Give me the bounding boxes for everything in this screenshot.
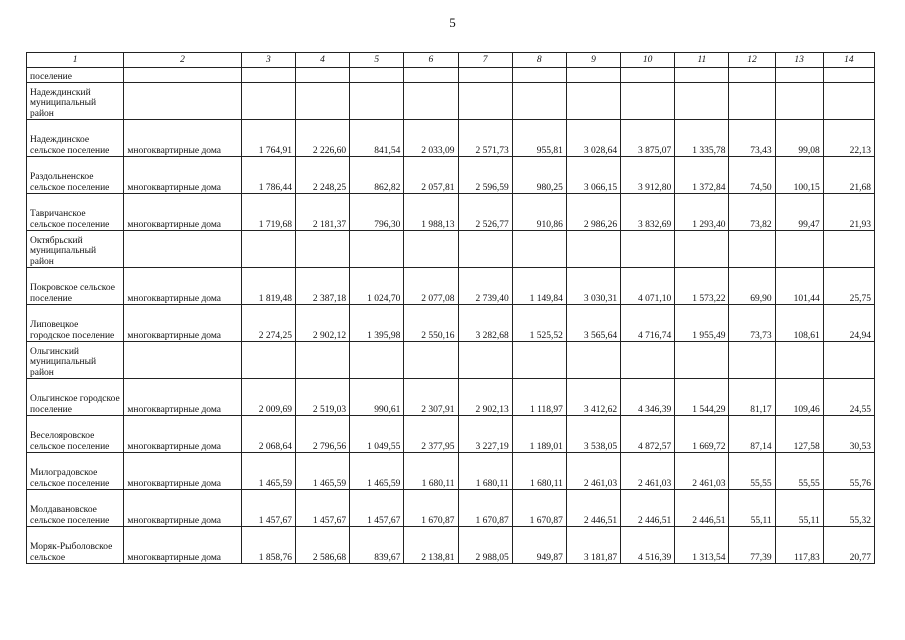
value-cell: 2 550,16 [404,305,458,342]
value-cell: 81,17 [729,379,775,416]
housing-type: многоквартирные дома [124,379,241,416]
value-cell: 2 226,60 [295,120,349,157]
value-cell: 2 586,68 [295,527,349,564]
value-cell: 990,61 [350,379,404,416]
value-cell [566,231,620,268]
column-number-header: 12 [729,53,775,68]
value-cell [241,342,295,379]
value-cell [729,342,775,379]
value-cell: 100,15 [775,157,823,194]
district-name: Надеждинский муниципальный район [27,83,124,120]
value-cell: 2 902,13 [458,379,512,416]
column-number-header: 11 [675,53,729,68]
value-cell [404,68,458,83]
value-cell [295,231,349,268]
value-cell: 1 525,52 [512,305,566,342]
value-cell: 2 596,59 [458,157,512,194]
value-cell: 4 071,10 [621,268,675,305]
settlement-name: Покровское сельское поселение [27,268,124,305]
district-header-row [27,231,875,268]
value-cell [404,342,458,379]
housing-type: многоквартирные дома [124,120,241,157]
value-cell: 3 028,64 [566,120,620,157]
value-cell: 2 986,26 [566,194,620,231]
housing-type: многоквартирные дома [124,157,241,194]
value-cell: 24,94 [823,305,874,342]
value-cell: 55,11 [775,490,823,527]
value-cell: 77,39 [729,527,775,564]
settlement-row [27,416,875,453]
value-cell: 980,25 [512,157,566,194]
value-cell [241,83,295,120]
value-cell [823,342,874,379]
value-cell [512,68,566,83]
value-cell: 955,81 [512,120,566,157]
housing-type: многоквартирные дома [124,490,241,527]
value-cell: 1 669,72 [675,416,729,453]
value-cell [241,231,295,268]
column-number-header: 6 [404,53,458,68]
value-cell [729,83,775,120]
value-cell: 1 858,76 [241,527,295,564]
value-cell: 1 335,78 [675,120,729,157]
value-cell: 2 307,91 [404,379,458,416]
value-cell: 4 516,39 [621,527,675,564]
column-number-header: 7 [458,53,512,68]
value-cell [241,68,295,83]
value-cell: 1 465,59 [350,453,404,490]
value-cell: 2 068,64 [241,416,295,453]
value-cell: 2 461,03 [566,453,620,490]
value-cell [458,68,512,83]
value-cell: 3 227,19 [458,416,512,453]
value-cell: 796,30 [350,194,404,231]
housing-type: многоквартирные дома [124,305,241,342]
value-cell: 2 377,95 [404,416,458,453]
value-cell: 2 446,51 [566,490,620,527]
value-cell: 3 875,07 [621,120,675,157]
value-cell [512,83,566,120]
value-cell: 1 457,67 [295,490,349,527]
value-cell: 99,08 [775,120,823,157]
value-cell [775,342,823,379]
value-cell: 1 680,11 [512,453,566,490]
value-cell: 2 519,03 [295,379,349,416]
value-cell [675,83,729,120]
settlement-name: Липовецкое городское поселение [27,305,124,342]
value-cell: 2 446,51 [675,490,729,527]
value-cell: 1 313,54 [675,527,729,564]
value-cell: 839,67 [350,527,404,564]
column-number-header: 1 [27,53,124,68]
value-cell: 87,14 [729,416,775,453]
value-cell: 55,32 [823,490,874,527]
value-cell: 2 461,03 [675,453,729,490]
housing-type [124,68,241,83]
value-cell: 3 832,69 [621,194,675,231]
value-cell: 3 412,62 [566,379,620,416]
value-cell [566,83,620,120]
column-number-header: 9 [566,53,620,68]
value-cell [295,342,349,379]
continuation-row [27,68,875,83]
value-cell [512,231,566,268]
value-cell: 4 716,74 [621,305,675,342]
value-cell: 1 118,97 [512,379,566,416]
value-cell: 1 764,91 [241,120,295,157]
value-cell [350,231,404,268]
value-cell: 910,86 [512,194,566,231]
value-cell: 2 387,18 [295,268,349,305]
value-cell [458,342,512,379]
settlement-name: Тавричанское сельское поселение [27,194,124,231]
value-cell: 1 719,68 [241,194,295,231]
value-cell: 841,54 [350,120,404,157]
value-cell [621,68,675,83]
value-cell: 1 573,22 [675,268,729,305]
settlement-row [27,157,875,194]
settlement-name: Веселояровское сельское поселение [27,416,124,453]
value-cell: 2 571,73 [458,120,512,157]
district-header-row [27,342,875,379]
table-body [27,68,875,564]
value-cell: 1 293,40 [675,194,729,231]
value-cell: 74,50 [729,157,775,194]
value-cell: 1 149,84 [512,268,566,305]
value-cell: 2 138,81 [404,527,458,564]
value-cell [675,68,729,83]
value-cell: 22,13 [823,120,874,157]
value-cell: 2 057,81 [404,157,458,194]
housing-type: многоквартирные дома [124,453,241,490]
column-number-header: 2 [124,53,241,68]
column-number-header: 8 [512,53,566,68]
housing-type: многоквартирные дома [124,268,241,305]
column-number-row [27,53,875,68]
settlement-name: Надеждинское сельское поселение [27,120,124,157]
value-cell [775,231,823,268]
value-cell [823,231,874,268]
value-cell [621,83,675,120]
value-cell: 21,68 [823,157,874,194]
district-header-row [27,83,875,120]
value-cell: 862,82 [350,157,404,194]
settlement-name: Ольгинское городское поселение [27,379,124,416]
value-cell: 1 786,44 [241,157,295,194]
value-cell [621,342,675,379]
settlement-row [27,268,875,305]
value-cell: 1 465,59 [241,453,295,490]
value-cell: 2 248,25 [295,157,349,194]
value-cell: 4 346,39 [621,379,675,416]
value-cell: 99,47 [775,194,823,231]
settlement-name: Милоградовское сельское поселение [27,453,124,490]
value-cell: 1 049,55 [350,416,404,453]
value-cell [404,231,458,268]
value-cell: 109,46 [775,379,823,416]
value-cell: 949,87 [512,527,566,564]
district-name: Октябрьский муниципальный район [27,231,124,268]
value-cell: 127,58 [775,416,823,453]
value-cell: 1 457,67 [350,490,404,527]
value-cell: 24,55 [823,379,874,416]
value-cell [295,83,349,120]
value-cell: 73,43 [729,120,775,157]
value-cell [823,83,874,120]
column-number-header: 4 [295,53,349,68]
value-cell: 1 395,98 [350,305,404,342]
value-cell [823,68,874,83]
value-cell: 3 565,64 [566,305,620,342]
settlement-row [27,453,875,490]
value-cell [295,68,349,83]
value-cell [350,83,404,120]
value-cell: 2 033,09 [404,120,458,157]
column-number-header: 3 [241,53,295,68]
value-cell: 1 465,59 [295,453,349,490]
value-cell [566,68,620,83]
settlement-name: Раздольненское сельское поселение [27,157,124,194]
value-cell: 1 670,87 [512,490,566,527]
settlement-row [27,527,875,564]
value-cell: 55,55 [775,453,823,490]
value-cell: 4 872,57 [621,416,675,453]
value-cell [729,68,775,83]
housing-type: многоквартирные дома [124,527,241,564]
column-number-header: 14 [823,53,874,68]
value-cell: 3 030,31 [566,268,620,305]
value-cell: 25,75 [823,268,874,305]
value-cell [675,342,729,379]
value-cell: 2 739,40 [458,268,512,305]
value-cell: 2 077,08 [404,268,458,305]
value-cell: 1 680,11 [458,453,512,490]
housing-type: многоквартирные дома [124,416,241,453]
value-cell: 55,55 [729,453,775,490]
tariff-table [26,52,875,564]
value-cell: 20,77 [823,527,874,564]
value-cell: 21,93 [823,194,874,231]
housing-type [124,342,241,379]
value-cell [775,68,823,83]
value-cell: 1 457,67 [241,490,295,527]
value-cell: 2 796,56 [295,416,349,453]
housing-type: многоквартирные дома [124,194,241,231]
value-cell: 1 988,13 [404,194,458,231]
value-cell [775,83,823,120]
value-cell [350,342,404,379]
settlement-row [27,305,875,342]
housing-type [124,83,241,120]
settlement-row [27,490,875,527]
value-cell [729,231,775,268]
value-cell [566,342,620,379]
value-cell: 1 670,87 [458,490,512,527]
value-cell: 3 066,15 [566,157,620,194]
value-cell: 73,73 [729,305,775,342]
value-cell: 55,11 [729,490,775,527]
value-cell [621,231,675,268]
value-cell [458,231,512,268]
settlement-row [27,379,875,416]
value-cell: 69,90 [729,268,775,305]
value-cell: 2 461,03 [621,453,675,490]
value-cell: 1 024,70 [350,268,404,305]
value-cell: 3 912,80 [621,157,675,194]
value-cell [458,83,512,120]
value-cell: 2 526,77 [458,194,512,231]
value-cell: 30,53 [823,416,874,453]
value-cell: 1 372,84 [675,157,729,194]
value-cell: 3 538,05 [566,416,620,453]
settlement-name: Моряк-Рыболовское сельское [27,527,124,564]
value-cell: 1 189,01 [512,416,566,453]
settlement-name: Молдавановское сельское поселение [27,490,124,527]
value-cell [675,231,729,268]
value-cell: 1 544,29 [675,379,729,416]
value-cell: 1 670,87 [404,490,458,527]
value-cell: 3 181,87 [566,527,620,564]
value-cell: 73,82 [729,194,775,231]
settlement-name: поселение [27,68,124,83]
page-number: 5 [449,15,456,30]
district-name: Ольгинский муниципальный район [27,342,124,379]
housing-type [124,231,241,268]
value-cell: 2 274,25 [241,305,295,342]
value-cell: 2 009,69 [241,379,295,416]
value-cell: 2 902,12 [295,305,349,342]
value-cell: 101,44 [775,268,823,305]
value-cell: 1 955,49 [675,305,729,342]
column-number-header: 5 [350,53,404,68]
value-cell: 55,76 [823,453,874,490]
value-cell: 2 446,51 [621,490,675,527]
column-number-header: 13 [775,53,823,68]
settlement-row [27,194,875,231]
value-cell: 108,61 [775,305,823,342]
value-cell [512,342,566,379]
column-number-header: 10 [621,53,675,68]
value-cell: 117,83 [775,527,823,564]
value-cell: 2 181,37 [295,194,349,231]
settlement-row [27,120,875,157]
value-cell [350,68,404,83]
value-cell [404,83,458,120]
value-cell: 2 988,05 [458,527,512,564]
value-cell: 3 282,68 [458,305,512,342]
value-cell: 1 819,48 [241,268,295,305]
value-cell: 1 680,11 [404,453,458,490]
